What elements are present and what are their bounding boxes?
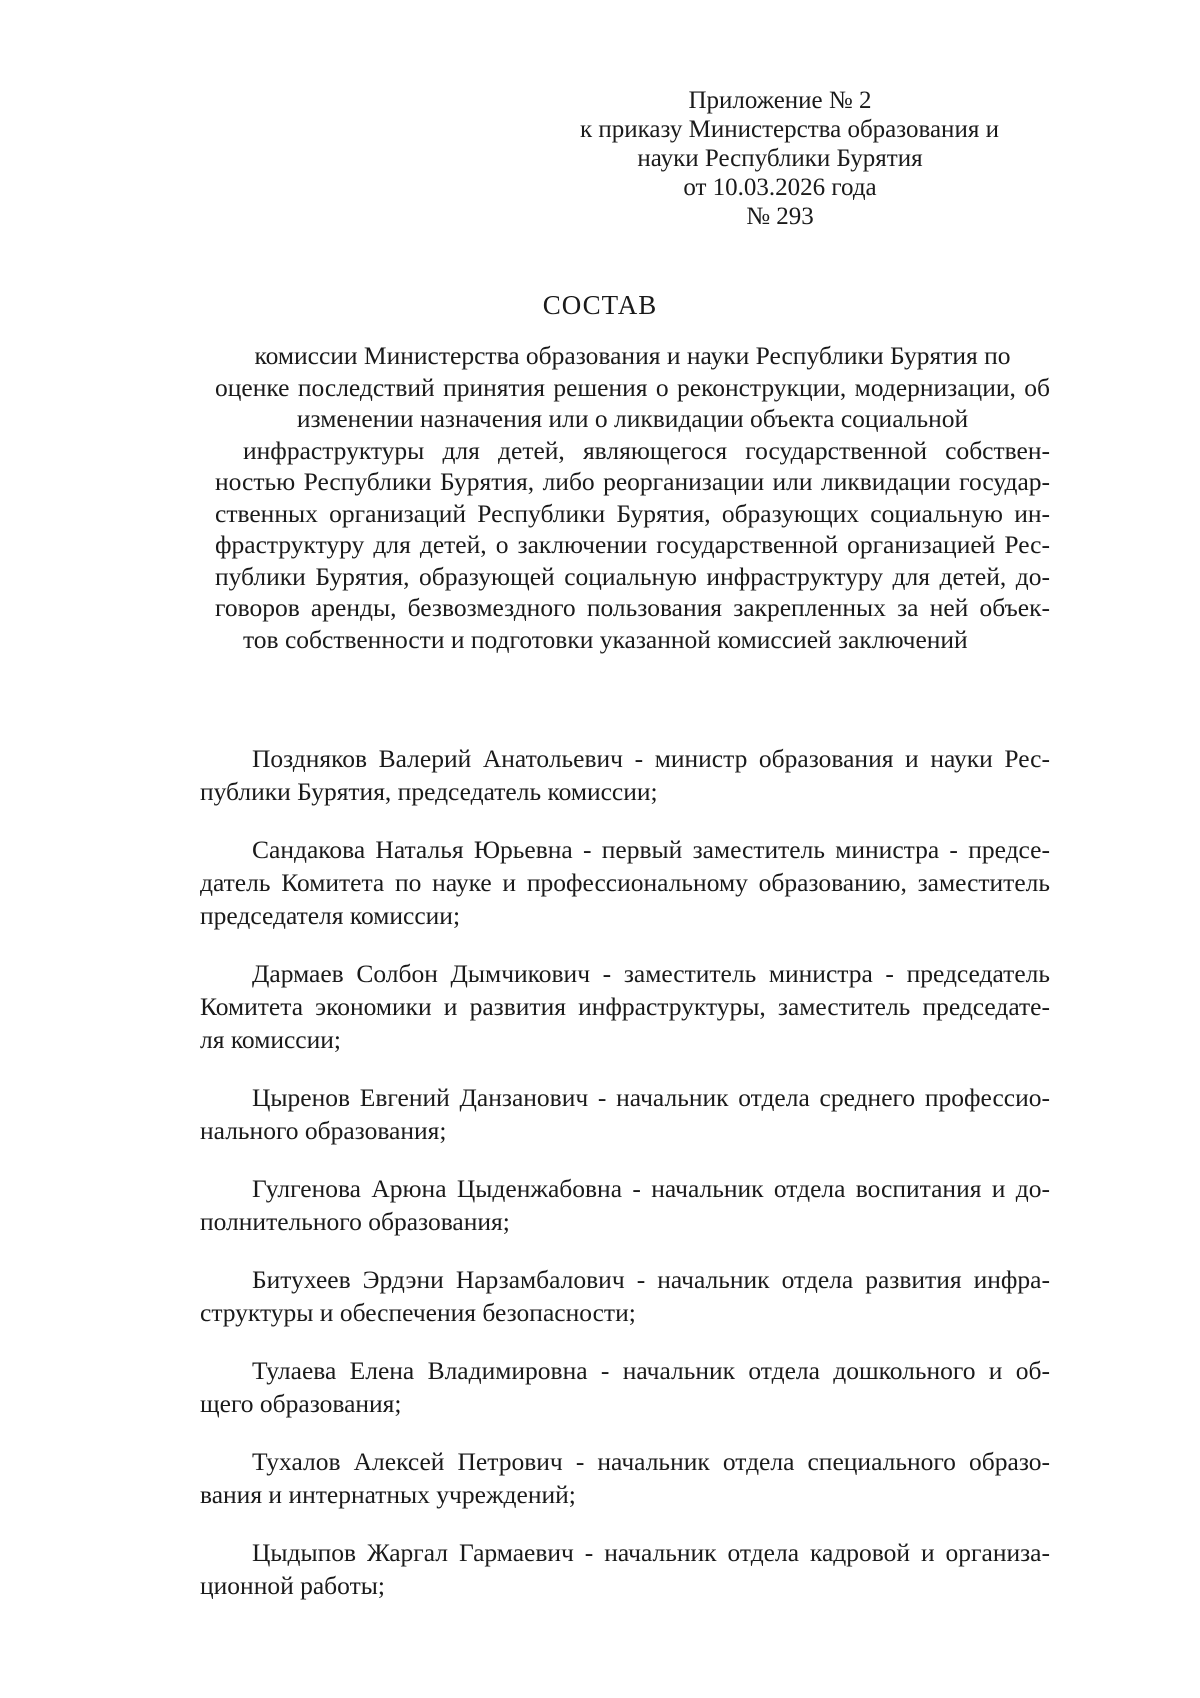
appendix-ministry: науки Республики Бурятия	[637, 145, 923, 172]
member-line: председателя комиссии;	[200, 901, 461, 930]
subtitle-line: ностью Республики Бурятия, либо реорганизации или ликвидации государ-	[215, 467, 1050, 496]
member-entry-deputy-1	[200, 833, 1050, 932]
subtitle-line: комиссии Министерства образования и науки Республики Бурятия по	[254, 341, 1011, 370]
subtitle-line: тов собственности и подготовки указанной комиссией заключений	[243, 624, 968, 654]
member-line: ля комиссии;	[200, 1025, 341, 1054]
member-line: датель Комитета по науке и профессиональному образованию, заместитель	[200, 868, 1050, 897]
member-entry	[200, 1445, 1050, 1511]
appendix-order-number: № 293	[746, 203, 814, 230]
member-line: Тухалов Алексей Петрович - начальник отдела специального образо-	[252, 1447, 1050, 1476]
appendix-order-ref: к приказу Министерства образования и	[580, 116, 999, 143]
member-line: Цыренов Евгений Данзанович - начальник отдела среднего профессио-	[252, 1083, 1050, 1112]
member-line: Битухеев Эрдэни Нарзамбалович - начальник отдела развития инфра-	[252, 1265, 1050, 1294]
member-line: ционной работы;	[200, 1571, 385, 1600]
member-line: публики Бурятия, председатель комиссии;	[200, 777, 658, 806]
subtitle-line: ственных организаций Республики Бурятия, образующих социальную ин-	[215, 498, 1050, 528]
appendix-number: Приложение № 2	[688, 87, 872, 114]
member-line: Сандакова Наталья Юрьевна - первый заместитель министра - предсе-	[252, 835, 1050, 864]
subtitle-line: изменении назначения или о ликвидации объекта социальной	[296, 404, 969, 433]
member-line: полнительного образования;	[200, 1207, 510, 1236]
member-line: Цыдыпов Жаргал Гармаевич - начальник отдела кадровой и организа-	[252, 1538, 1050, 1567]
member-line: Поздняков Валерий Анатольевич - министр образования и науки Рес-	[252, 744, 1050, 773]
member-line: Тулаева Елена Владимировна - начальник отдела дошкольного и об-	[252, 1356, 1050, 1385]
member-entry-chairman	[200, 742, 1050, 808]
subtitle-line: публики Бурятия, образующей социальную инфраструктуру для детей, до-	[215, 561, 1050, 591]
member-entry	[200, 1081, 1050, 1147]
member-line: Дармаев Солбон Дымчикович - заместитель министра - председатель	[252, 959, 1050, 988]
subtitle-line: инфраструктуры для детей, являющегося государственной собствен-	[243, 435, 1050, 465]
member-entry	[200, 1536, 1050, 1602]
subtitle-line: оценке последствий принятия решения о реконструкции, модернизации, об	[215, 372, 1050, 402]
appendix-header	[580, 86, 999, 231]
member-entry	[200, 1172, 1050, 1238]
member-line: щего образования;	[200, 1389, 402, 1418]
subtitle-line: говоров аренды, безвозмездного пользования закрепленных за ней объек-	[215, 593, 1050, 622]
members-list	[200, 742, 1050, 1627]
appendix-date: от 10.03.2026 года	[683, 174, 877, 201]
document-title: СОСТАВ	[542, 290, 658, 320]
member-line: Гулгенова Арюна Цыденжабовна - начальник отдела воспитания и до-	[252, 1174, 1050, 1203]
member-entry	[200, 1263, 1050, 1329]
member-entry-deputy-2	[200, 957, 1050, 1056]
member-entry	[200, 1354, 1050, 1420]
member-line: Комитета экономики и развития инфраструктуры, заместитель председате-	[200, 992, 1050, 1021]
member-line: структуры и обеспечения безопасности;	[200, 1298, 636, 1327]
member-line: нального образования;	[200, 1116, 447, 1145]
document-subtitle	[215, 340, 1050, 655]
member-line: вания и интернатных учреждений;	[200, 1480, 576, 1509]
subtitle-line: фраструктуру для детей, о заключении государственной организацией Рес-	[215, 530, 1050, 559]
